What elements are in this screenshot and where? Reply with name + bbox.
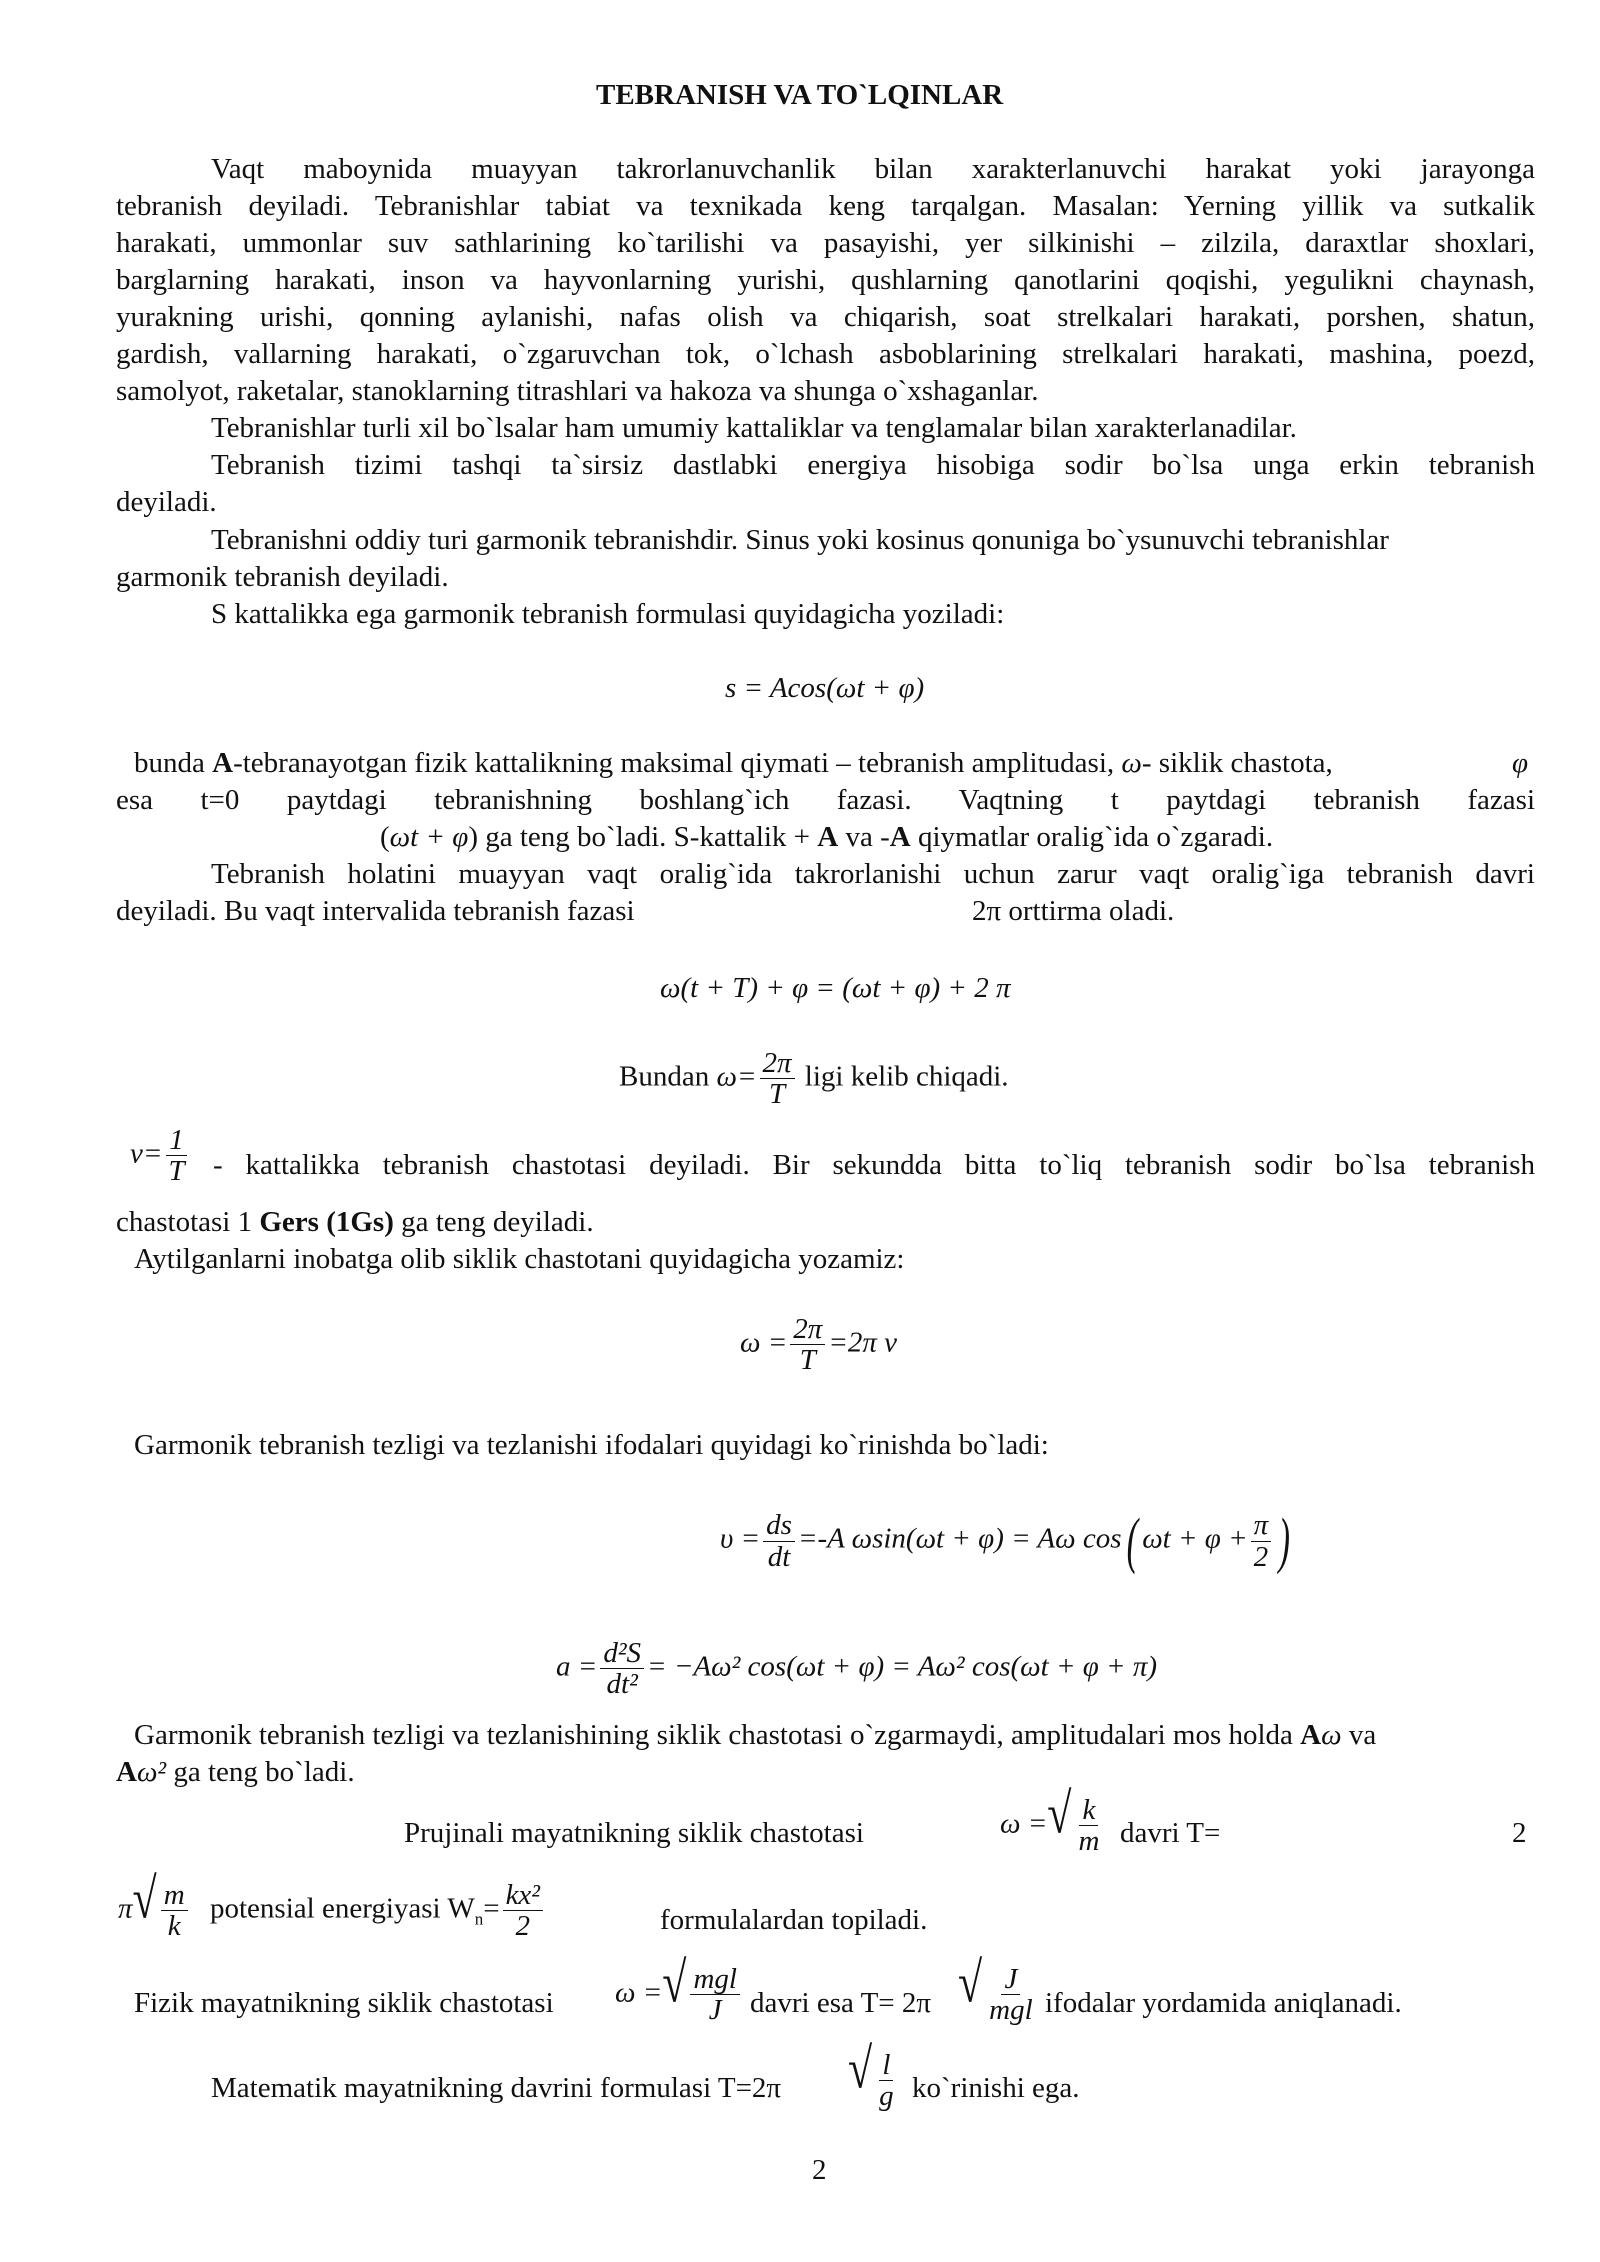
numerator: π [1251, 1510, 1272, 1541]
fraction [876, 2050, 897, 2112]
paragraph-line: Tebranish tizimi tashqi ta`sirsiz dastlabki energiya hisobiga sodir bo`lsa unga erkin tebranish [211, 449, 1535, 481]
radical-sign: √ [958, 1950, 983, 2015]
text: ( [380, 821, 390, 853]
square-root [1047, 1781, 1105, 1858]
denominator: 2 [515, 1910, 531, 1943]
paragraph-line: Fizik mayatnikning siklik chastotasi [134, 1987, 554, 2019]
phase-expression: ωt + φ [389, 821, 469, 853]
text: υ = [720, 1522, 761, 1555]
fraction [1251, 1510, 1272, 1572]
text: =2π ν [828, 1326, 898, 1359]
symbol-omega-squared: ω² [136, 1756, 167, 1788]
text: A [817, 821, 839, 853]
fraction [763, 1510, 795, 1572]
formula-acceleration [556, 1638, 1157, 1700]
text: ω = [615, 1976, 663, 2009]
numerator: k [1079, 1795, 1098, 1826]
symbol-pi: π [118, 1892, 133, 1925]
formula-frequency-line [130, 1125, 191, 1187]
text: Gers (1Gs) [259, 1206, 394, 1238]
subscript: n [474, 1909, 484, 1929]
denominator: T [799, 1344, 816, 1377]
text: = [483, 1892, 500, 1925]
text: ωt + φ + [1142, 1522, 1248, 1555]
numerator: m [161, 1880, 188, 1911]
paragraph-line: harakati, ummonlar suv sathlarining ko`tarilishi va pasayishi, yer silkinishi – zilzila, daraxtlar shoxlari, [116, 227, 1535, 259]
fraction [790, 1314, 825, 1376]
denominator: J [708, 1994, 722, 2027]
formula-physical-omega [615, 1950, 743, 2027]
text: chastotasi 1 [116, 1206, 260, 1238]
radical-sign: √ [132, 1866, 157, 1931]
text: A [116, 1756, 137, 1788]
numerator: 2π [760, 1048, 795, 1079]
formula-physical-period [958, 1950, 1039, 2027]
formula-oscillation: s = Acos(ωt + φ) [725, 672, 925, 704]
paragraph-line: Matematik mayatnikning davrini formulasi T=2π [211, 2072, 782, 2104]
text: potensial energiyasi W [210, 1892, 475, 1925]
paragraph-line: Aytilganlarni inobatga olib siklik chastotani quyidagicha yozamiz: [134, 1243, 905, 1275]
numerator: 2π [790, 1314, 825, 1345]
denominator: mgl [989, 1994, 1033, 2027]
text: Garmonik tebranish tezligi va tezlanishining siklik chastotasi o`zgarmaydi, amplitudalari mos holda [134, 1719, 1301, 1751]
numerator: mgl [690, 1964, 740, 1995]
formula-spring-period [118, 1866, 191, 1943]
paren-left: ( [1126, 1507, 1138, 1575]
text: Bundan [619, 1060, 710, 1093]
fraction [1075, 1795, 1102, 1857]
radical-sign: √ [848, 2036, 873, 2101]
fraction [161, 1880, 188, 1942]
text: ligi kelib chiqadi. [804, 1060, 1009, 1093]
numerator: J [1001, 1964, 1020, 1995]
paragraph-line: gardish, vallarning harakati, o`zgaruvchan tok, o`lchash asboblarining strelkalari harakati, mashina, poezd, [116, 338, 1535, 370]
potential-energy-line [210, 1880, 546, 1942]
text: bunda [134, 747, 213, 779]
formula-velocity [720, 1507, 1295, 1575]
text: =-A ωsin(ωt + φ) = Aω cos [797, 1522, 1122, 1555]
text: ga teng bo`ladi. [166, 1756, 355, 1788]
square-root [958, 1950, 1039, 2027]
paragraph-line: tebranish deyiladi. Tebranishlar tabiat va texnikada keng tarqalgan. Masalan: Yerning yillik va sutkalik [116, 190, 1535, 222]
fraction [165, 1125, 187, 1187]
text: a = [556, 1650, 598, 1683]
numerator: ds [763, 1510, 795, 1541]
paragraph-line: 2 [1512, 1817, 1527, 1849]
formula-cyclic-frequency [740, 1314, 897, 1376]
text: va [1341, 1719, 1377, 1751]
radical-sign: √ [1047, 1781, 1072, 1846]
formula-period-phase: ω(t + T) + φ = (ωt + φ) + 2 π [660, 972, 1011, 1004]
symbol-omega: ω [1321, 1719, 1342, 1751]
text: ga teng deyiladi. [393, 1206, 594, 1238]
square-root [848, 2036, 900, 2113]
square-root [662, 1950, 743, 2027]
numerator: kx² [503, 1880, 543, 1911]
denominator: 2 [1253, 1540, 1269, 1573]
paragraph-line: Tebranish holatini muayyan vaqt oralig`ida takrorlanishi uchun zarur vaqt oralig`iga tebranish davri [211, 858, 1535, 890]
numerator: l [879, 2050, 893, 2081]
paragraph-line: yurakning urishi, qonning aylanishi, nafas olish va chiqarish, soat strelkalari harakati, porshen, shatun, [116, 301, 1535, 333]
paragraph-line: esa t=0 paytdagi tebranishning boshlang`ich fazasi. Vaqtning t paytdagi tebranish fazasi [116, 784, 1535, 816]
paragraph-line: barglarning harakati, inson va hayvonlarning yurishi, qushlarning qanotlarini qoqishi, yegulikni chaynash, [116, 264, 1535, 296]
fraction [986, 1964, 1036, 2026]
text: va - [838, 821, 890, 853]
formula-spring-omega [1000, 1781, 1105, 1858]
paragraph-line: davri esa T= 2π [750, 1987, 932, 2019]
paragraph-line: 2π orttirma oladi. [972, 895, 1175, 927]
denominator: g [879, 2080, 894, 2113]
paragraph-line: - kattalikka tebranish chastotasi deyiladi. Bir sekundda bitta to`liq tebranish sodir bo`lsa tebranish [213, 1149, 1535, 1181]
paragraph-line: Garmonik tebranish tezligi va tezlanishi ifodalari quyidagi ko`rinishda bo`ladi: [134, 1429, 1049, 1461]
denominator: T [168, 1155, 185, 1188]
text: A [889, 821, 911, 853]
text: A [212, 747, 234, 779]
paragraph-line: ko`rinishi ega. [912, 2072, 1080, 2104]
formula-omega-line [619, 1048, 1009, 1110]
denominator: dt [767, 1540, 791, 1573]
denominator: m [1078, 1825, 1100, 1858]
paragraph-line: garmonik tebranish deyiladi. [116, 561, 449, 593]
paragraph-line: davri T= [1120, 1817, 1221, 1849]
fraction [600, 1638, 644, 1700]
fraction [690, 1964, 740, 2026]
paragraph-line: samolyot, raketalar, stanoklarning titrashlari va hakoza va shunga o`xshaganlar. [116, 375, 1039, 407]
page-title: TEBRANISH VA TO`LQINLAR [596, 79, 1004, 111]
text: ω = [1000, 1807, 1048, 1840]
symbol-omega: ω= [716, 1060, 757, 1093]
paragraph-line: formulalardan topiladi. [660, 1904, 928, 1936]
numerator: d²S [600, 1638, 644, 1669]
denominator: dt² [606, 1668, 638, 1701]
paragraph-line [134, 745, 1333, 782]
fraction [503, 1880, 543, 1942]
paragraph-line: Tebranishni oddiy turi garmonik tebranishdir. Sinus yoki kosinus qonuniga bo`ysunuvchi tebranishlar [211, 524, 1389, 556]
paragraph-line: Prujinali mayatnikning siklik chastotasi [404, 1817, 864, 1849]
paren-right: ) [1278, 1507, 1291, 1575]
paragraph-line: S kattalikka ega garmonik tebranish formulasi quyidagicha yoziladi: [211, 598, 1005, 630]
paragraph-line [116, 1754, 355, 1791]
denominator: T [768, 1078, 786, 1111]
text: A [1300, 1719, 1322, 1751]
page-number: 2 [812, 2154, 827, 2186]
denominator: k [167, 1910, 181, 1943]
symbol-omega: ω [1121, 747, 1142, 779]
paragraph-line [380, 819, 1273, 856]
text: - siklik chastota, [1141, 747, 1333, 779]
formula-math-period [848, 2036, 900, 2113]
fraction [760, 1048, 795, 1110]
paragraph-line: ifodalar yordamida aniqlanadi. [1045, 1987, 1402, 2019]
text: ω = [740, 1326, 788, 1359]
paragraph-line [116, 1204, 594, 1241]
text: qiymatlar oralig`ida o`zgaradi. [910, 821, 1274, 853]
text: ) ga teng bo`ladi. S-kattalik + [468, 821, 818, 853]
paragraph-line: Vaqt maboynida muayyan takrorlanuvchanlik bilan xarakterlanuvchi harakat yoki jarayonga [211, 153, 1535, 185]
text: = −Aω² cos(ωt + φ) = Aω² cos(ωt + φ + π) [647, 1650, 1158, 1683]
radical-sign: √ [662, 1950, 687, 2015]
paragraph-line: deyiladi. [116, 486, 217, 518]
paragraph-line: Tebranishlar turli xil bo`lsalar ham umumiy kattaliklar va tenglamalar bilan xarakterlanadilar. [211, 412, 1297, 444]
square-root [132, 1866, 191, 1943]
paragraph-line [134, 1717, 1376, 1754]
text: -tebranayotgan fizik kattalikning maksimal qiymati – tebranish amplitudasi, [233, 747, 1122, 779]
paragraph-line: deyiladi. Bu vaqt intervalida tebranish fazasi [116, 895, 635, 927]
symbol-nu: ν= [130, 1137, 163, 1170]
numerator: 1 [166, 1125, 187, 1156]
symbol-phi: φ [1512, 747, 1529, 779]
